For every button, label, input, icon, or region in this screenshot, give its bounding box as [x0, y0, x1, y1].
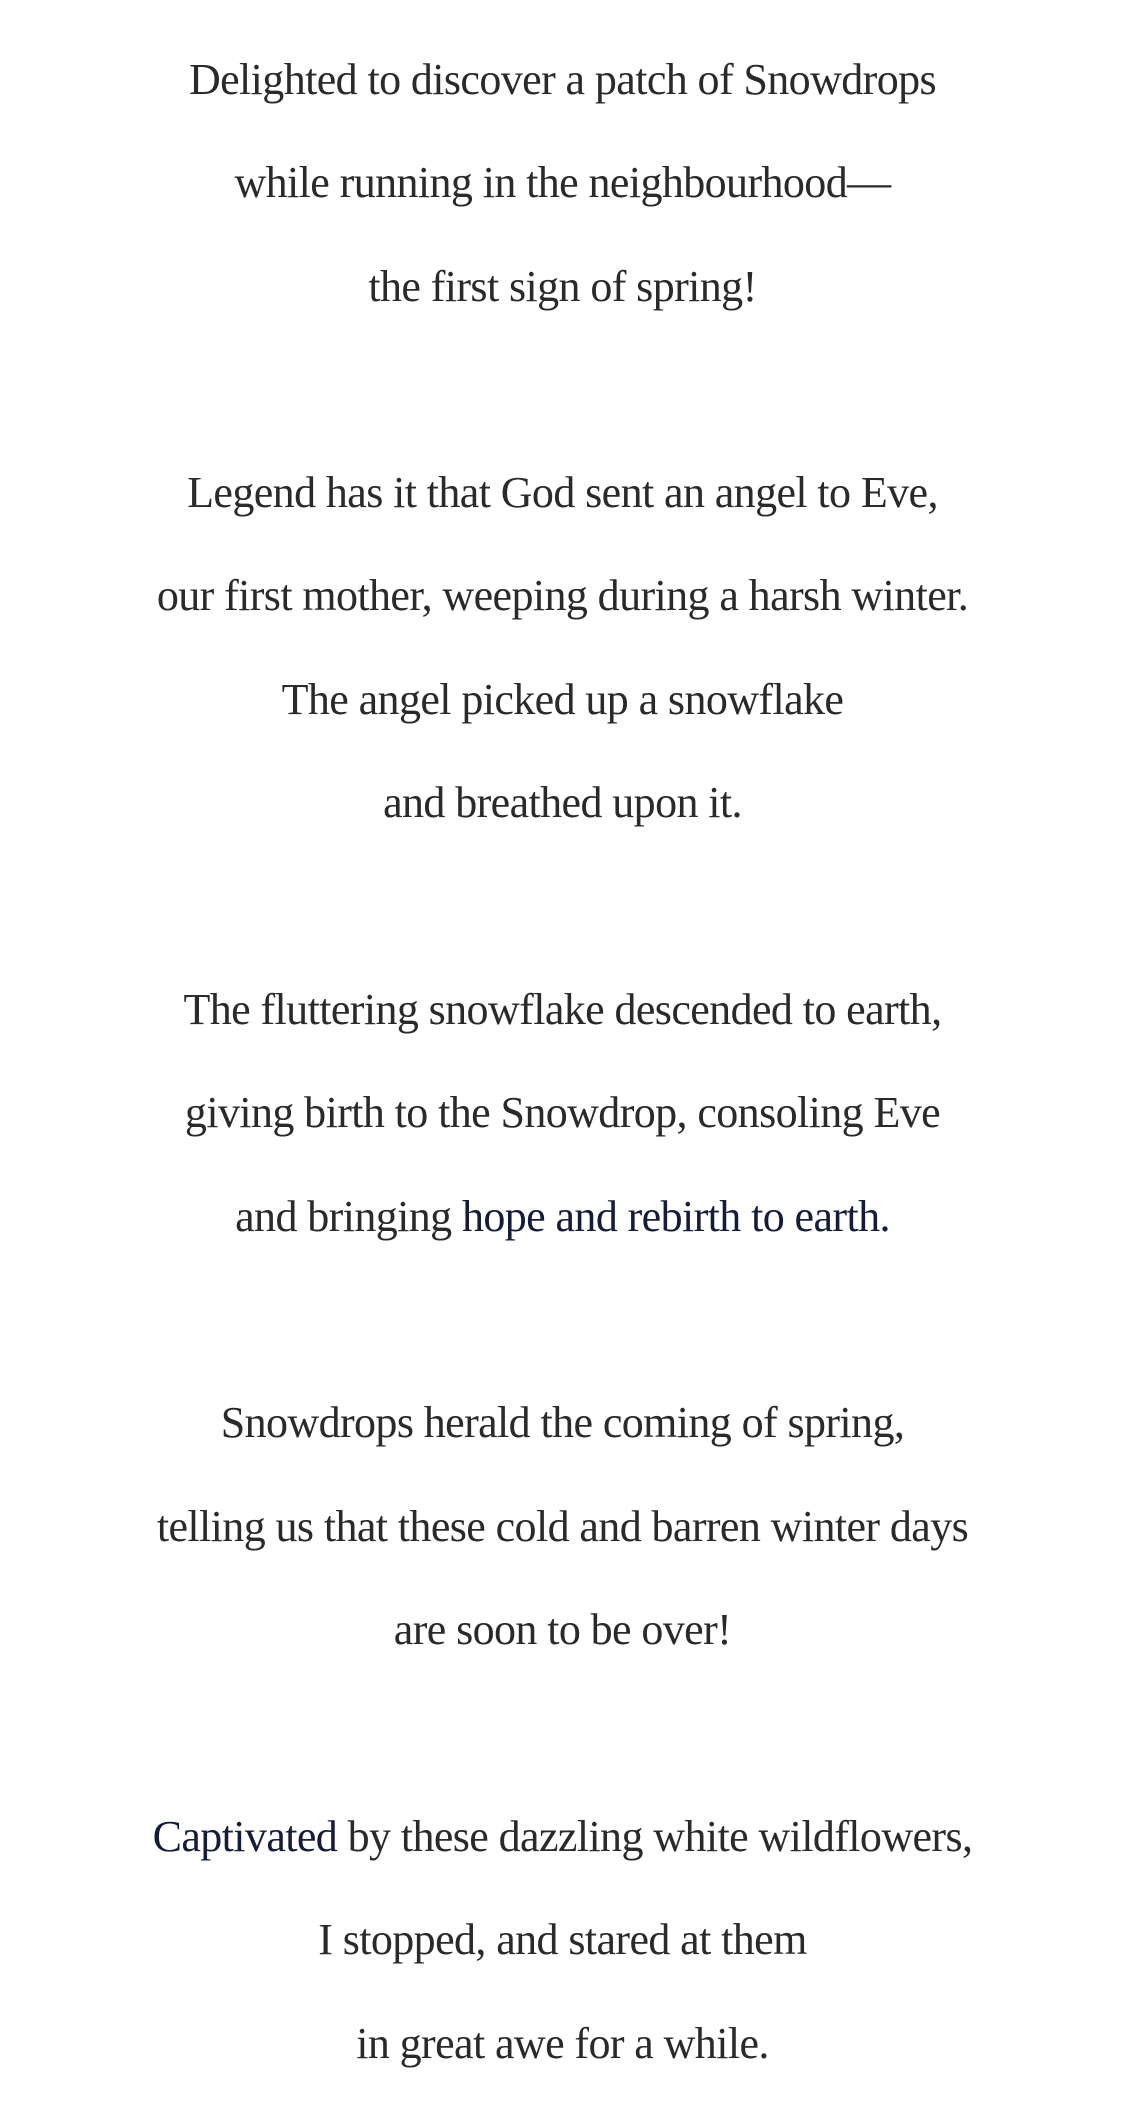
hope-and-rebirth-link[interactable]: hope and rebirth to earth. — [461, 1192, 890, 1241]
poem-line: I stopped, and stared at them — [318, 1915, 807, 1964]
poem-line: the first sign of spring! — [368, 262, 757, 311]
poem-line-text: by these dazzling white wildflowers, — [337, 1812, 973, 1861]
poem-line: our first mother, weeping during a harsh winter. — [156, 571, 969, 620]
poem-line: Delighted to discover a patch of Snowdrops — [188, 55, 937, 104]
poem-line: Legend has it that God sent an angel to Eve, — [187, 468, 938, 517]
captivated-link[interactable]: Captivated — [152, 1812, 338, 1861]
poem-line: Snowdrops herald the coming of spring, — [220, 1398, 905, 1447]
poem-line: are soon to be over! — [393, 1605, 732, 1654]
poem-line: The angel picked up a snowflake — [281, 675, 844, 724]
poem-line — [0, 1187, 1125, 1247]
poem-line: and breathed upon it. — [383, 778, 742, 827]
poem-line: giving birth to the Snowdrop, consoling Eve — [184, 1088, 941, 1137]
poem-line — [0, 1807, 1125, 1867]
poem-line: while running in the neighbourhood— — [234, 158, 891, 207]
poem-line: in great awe for a while. — [356, 2019, 769, 2068]
poem-line: telling us that these cold and barren winter days — [156, 1502, 969, 1551]
poem-line-text: and bringing — [235, 1192, 462, 1241]
poem-line: The fluttering snowflake descended to earth, — [183, 985, 942, 1034]
